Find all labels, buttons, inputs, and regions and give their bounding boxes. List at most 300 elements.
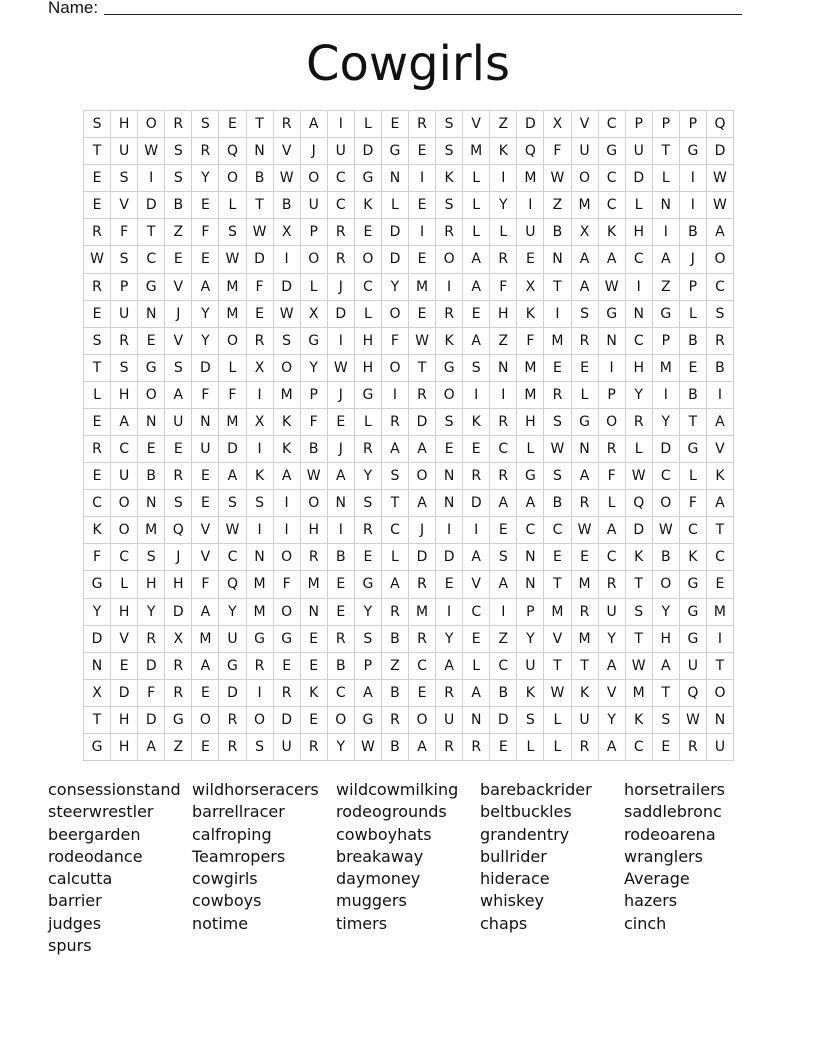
grid-cell: Q: [517, 138, 544, 165]
grid-cell: P: [301, 382, 328, 409]
grid-cell: N: [328, 490, 355, 517]
grid-cell: E: [192, 680, 219, 707]
grid-cell: R: [247, 328, 274, 355]
grid-cell: B: [680, 382, 707, 409]
grid-cell: Z: [490, 626, 517, 653]
word-list-item: barrier: [48, 891, 102, 911]
grid-cell: N: [599, 328, 626, 355]
grid-cell: R: [219, 707, 246, 734]
grid-cell: H: [490, 301, 517, 328]
grid-cell: Y: [219, 599, 246, 626]
grid-cell: W: [301, 463, 328, 490]
word-list-item: daymoney: [336, 869, 421, 889]
grid-cell: S: [219, 490, 246, 517]
grid-cell: M: [463, 138, 490, 165]
grid-cell: R: [463, 463, 490, 490]
grid-cell: H: [111, 111, 138, 138]
word-list-item: consessionstand: [48, 780, 181, 799]
grid-cell: T: [138, 219, 165, 246]
word-list-item: rodeoarena: [624, 824, 716, 844]
grid-cell: I: [409, 165, 436, 192]
grid-cell: U: [572, 138, 599, 165]
grid-cell: R: [436, 734, 463, 761]
grid-cell: F: [84, 544, 111, 571]
grid-cell: A: [599, 517, 626, 544]
grid-cell: W: [707, 192, 734, 219]
grid-cell: A: [382, 571, 409, 598]
grid-cell: T: [653, 680, 680, 707]
grid-cell: E: [165, 246, 192, 273]
grid-cell: E: [84, 409, 111, 436]
grid-cell: M: [572, 192, 599, 219]
grid-cell: I: [680, 165, 707, 192]
grid-cell: B: [653, 544, 680, 571]
grid-cell: A: [463, 274, 490, 301]
grid-cell: H: [653, 626, 680, 653]
grid-cell: J: [165, 544, 192, 571]
grid-cell: U: [599, 599, 626, 626]
grid-cell: A: [490, 490, 517, 517]
grid-cell: D: [409, 544, 436, 571]
grid-cell: B: [382, 626, 409, 653]
grid-cell: B: [274, 192, 301, 219]
word-list-item: barebackrider: [480, 780, 592, 799]
grid-cell: L: [463, 192, 490, 219]
word-list-item: beergarden: [48, 824, 141, 844]
grid-cell: J: [165, 301, 192, 328]
grid-cell: T: [707, 653, 734, 680]
grid-cell: D: [219, 680, 246, 707]
word-column: [624, 779, 764, 935]
grid-cell: A: [409, 436, 436, 463]
word-list-item: calfroping: [192, 824, 272, 844]
grid-cell: O: [301, 246, 328, 273]
grid-cell: L: [463, 165, 490, 192]
word-list-item: hiderace: [480, 869, 550, 889]
grid-cell: K: [490, 138, 517, 165]
grid-cell: F: [544, 138, 571, 165]
grid-cell: D: [274, 707, 301, 734]
word-column: [48, 779, 188, 957]
grid-cell: E: [463, 626, 490, 653]
grid-cell: O: [219, 328, 246, 355]
grid-cell: G: [653, 301, 680, 328]
grid-cell: Z: [382, 653, 409, 680]
grid-cell: O: [138, 382, 165, 409]
grid-cell: G: [247, 626, 274, 653]
grid-cell: R: [328, 246, 355, 273]
grid-cell: R: [219, 734, 246, 761]
grid-cell: W: [138, 138, 165, 165]
grid-cell: G: [355, 165, 382, 192]
grid-cell: W: [355, 734, 382, 761]
grid-cell: R: [84, 436, 111, 463]
grid-cell: X: [517, 274, 544, 301]
grid-cell: W: [328, 355, 355, 382]
word-list-item: chaps: [480, 913, 528, 933]
grid-cell: S: [111, 165, 138, 192]
grid-cell: M: [707, 599, 734, 626]
grid-cell: R: [680, 734, 707, 761]
grid-cell: D: [490, 707, 517, 734]
grid-cell: K: [572, 680, 599, 707]
grid-cell: V: [274, 138, 301, 165]
grid-cell: Z: [490, 328, 517, 355]
grid-cell: S: [436, 409, 463, 436]
grid-cell: Y: [490, 192, 517, 219]
word-list-item: breakaway: [336, 846, 424, 866]
grid-cell: J: [680, 246, 707, 273]
grid-cell: P: [355, 653, 382, 680]
grid-cell: I: [463, 517, 490, 544]
grid-cell: U: [301, 192, 328, 219]
grid-cell: D: [653, 436, 680, 463]
grid-cell: L: [219, 355, 246, 382]
word-list-item: barrellracer: [192, 802, 285, 822]
grid-cell: M: [219, 301, 246, 328]
grid-cell: M: [544, 599, 571, 626]
grid-cell: E: [653, 734, 680, 761]
grid-cell: G: [84, 734, 111, 761]
grid-cell: A: [463, 328, 490, 355]
grid-cell: L: [301, 274, 328, 301]
grid-cell: N: [517, 571, 544, 598]
grid-cell: C: [490, 653, 517, 680]
grid-cell: G: [680, 599, 707, 626]
grid-cell: L: [463, 653, 490, 680]
word-list-item: cowboys: [192, 891, 262, 911]
grid-cell: O: [274, 355, 301, 382]
grid-cell: M: [572, 571, 599, 598]
grid-cell: O: [247, 707, 274, 734]
grid-cell: J: [328, 436, 355, 463]
grid-cell: L: [626, 436, 653, 463]
grid-cell: S: [436, 192, 463, 219]
grid-cell: I: [707, 626, 734, 653]
grid-cell: B: [328, 544, 355, 571]
grid-cell: O: [111, 490, 138, 517]
grid-cell: E: [192, 246, 219, 273]
grid-cell: I: [626, 274, 653, 301]
grid-cell: Y: [653, 599, 680, 626]
word-list-item: horsetrailers: [624, 780, 725, 799]
grid-cell: E: [84, 301, 111, 328]
grid-cell: I: [247, 436, 274, 463]
grid-cell: K: [436, 165, 463, 192]
grid-cell: I: [490, 165, 517, 192]
word-column: [336, 779, 476, 935]
grid-cell: N: [544, 246, 571, 273]
grid-cell: S: [707, 301, 734, 328]
grid-cell: G: [680, 138, 707, 165]
grid-cell: V: [599, 680, 626, 707]
grid-cell: E: [301, 707, 328, 734]
grid-cell: Q: [219, 571, 246, 598]
grid-cell: H: [111, 382, 138, 409]
grid-cell: A: [463, 680, 490, 707]
word-list-item: cinch: [624, 913, 667, 933]
grid-cell: B: [328, 653, 355, 680]
grid-cell: L: [490, 219, 517, 246]
grid-cell: L: [599, 490, 626, 517]
grid-cell: A: [490, 571, 517, 598]
grid-cell: N: [382, 165, 409, 192]
grid-cell: R: [572, 490, 599, 517]
grid-cell: Y: [355, 463, 382, 490]
grid-cell: F: [680, 490, 707, 517]
grid-cell: I: [653, 382, 680, 409]
grid-cell: T: [626, 571, 653, 598]
grid-cell: B: [138, 463, 165, 490]
grid-cell: B: [490, 680, 517, 707]
grid-cell: X: [247, 409, 274, 436]
grid-cell: I: [436, 599, 463, 626]
grid-cell: R: [463, 734, 490, 761]
grid-cell: S: [517, 707, 544, 734]
grid-cell: E: [544, 544, 571, 571]
grid-cell: I: [328, 517, 355, 544]
grid-cell: A: [436, 653, 463, 680]
word-list-item: bullrider: [480, 846, 547, 866]
grid-cell: S: [111, 355, 138, 382]
grid-cell: V: [192, 517, 219, 544]
grid-cell: J: [328, 274, 355, 301]
grid-cell: R: [382, 599, 409, 626]
grid-cell: S: [572, 301, 599, 328]
grid-cell: S: [653, 707, 680, 734]
grid-cell: L: [572, 382, 599, 409]
grid-cell: C: [653, 463, 680, 490]
grid-cell: U: [274, 734, 301, 761]
grid-cell: E: [355, 544, 382, 571]
grid-cell: S: [355, 626, 382, 653]
grid-cell: O: [111, 517, 138, 544]
grid-cell: F: [192, 571, 219, 598]
word-list-item: hazers: [624, 891, 678, 911]
grid-cell: R: [274, 680, 301, 707]
grid-cell: B: [544, 490, 571, 517]
grid-cell: B: [680, 219, 707, 246]
grid-cell: C: [490, 436, 517, 463]
grid-cell: A: [409, 734, 436, 761]
grid-cell: A: [274, 463, 301, 490]
word-list-item: cowboyhats: [336, 824, 432, 844]
grid-cell: B: [680, 328, 707, 355]
grid-cell: F: [382, 328, 409, 355]
grid-cell: L: [111, 571, 138, 598]
grid-cell: W: [626, 653, 653, 680]
word-list-item: wildcowmilking: [336, 780, 459, 799]
grid-cell: D: [382, 219, 409, 246]
grid-cell: L: [544, 734, 571, 761]
grid-cell: C: [355, 274, 382, 301]
grid-cell: S: [247, 734, 274, 761]
grid-cell: R: [165, 111, 192, 138]
grid-cell: U: [707, 734, 734, 761]
grid-cell: L: [517, 436, 544, 463]
grid-cell: F: [599, 463, 626, 490]
grid-cell: I: [328, 328, 355, 355]
grid-cell: S: [165, 165, 192, 192]
grid-cell: K: [626, 544, 653, 571]
grid-cell: A: [707, 490, 734, 517]
grid-cell: H: [111, 599, 138, 626]
grid-cell: R: [247, 653, 274, 680]
grid-cell: O: [274, 599, 301, 626]
grid-cell: O: [382, 301, 409, 328]
grid-cell: Y: [138, 599, 165, 626]
grid-cell: R: [165, 680, 192, 707]
grid-cell: W: [599, 274, 626, 301]
grid-cell: Q: [707, 111, 734, 138]
grid-cell: F: [274, 571, 301, 598]
grid-cell: R: [355, 436, 382, 463]
grid-cell: E: [572, 544, 599, 571]
grid-cell: H: [355, 328, 382, 355]
grid-cell: K: [355, 192, 382, 219]
grid-cell: A: [165, 382, 192, 409]
grid-cell: Y: [382, 274, 409, 301]
grid-cell: E: [219, 111, 246, 138]
grid-cell: N: [436, 490, 463, 517]
grid-cell: T: [247, 192, 274, 219]
grid-cell: K: [599, 219, 626, 246]
name-field: [48, 0, 748, 18]
grid-cell: D: [138, 707, 165, 734]
grid-cell: C: [599, 192, 626, 219]
grid-cell: R: [274, 111, 301, 138]
grid-cell: O: [653, 571, 680, 598]
grid-cell: A: [192, 274, 219, 301]
grid-cell: E: [409, 246, 436, 273]
grid-cell: O: [436, 382, 463, 409]
grid-cell: L: [355, 301, 382, 328]
grid-cell: A: [599, 734, 626, 761]
grid-cell: I: [328, 111, 355, 138]
grid-cell: D: [707, 138, 734, 165]
grid-cell: K: [680, 544, 707, 571]
grid-cell: A: [382, 436, 409, 463]
grid-cell: E: [328, 409, 355, 436]
grid-cell: N: [247, 138, 274, 165]
grid-cell: Y: [599, 707, 626, 734]
grid-cell: I: [436, 517, 463, 544]
grid-cell: W: [409, 328, 436, 355]
grid-cell: W: [572, 517, 599, 544]
grid-cell: Y: [301, 355, 328, 382]
grid-cell: L: [680, 301, 707, 328]
word-list-item: judges: [48, 913, 102, 933]
grid-cell: M: [409, 274, 436, 301]
grid-cell: G: [301, 328, 328, 355]
grid-cell: D: [138, 653, 165, 680]
grid-cell: E: [192, 490, 219, 517]
grid-cell: I: [436, 274, 463, 301]
grid-cell: M: [517, 382, 544, 409]
grid-cell: M: [219, 409, 246, 436]
grid-cell: N: [84, 653, 111, 680]
grid-cell: A: [192, 653, 219, 680]
grid-cell: M: [572, 626, 599, 653]
grid-cell: H: [301, 517, 328, 544]
grid-cell: G: [274, 626, 301, 653]
grid-cell: U: [680, 653, 707, 680]
grid-cell: R: [490, 409, 517, 436]
grid-cell: U: [626, 138, 653, 165]
page-title: Cowgirls: [305, 36, 511, 92]
grid-cell: V: [707, 436, 734, 463]
word-list-item: whiskey: [480, 891, 545, 911]
grid-cell: X: [572, 219, 599, 246]
word-list-item: grandentry: [480, 824, 570, 844]
grid-cell: L: [653, 165, 680, 192]
grid-cell: M: [653, 355, 680, 382]
grid-cell: L: [355, 111, 382, 138]
grid-cell: R: [382, 409, 409, 436]
grid-cell: G: [355, 707, 382, 734]
grid-cell: L: [680, 463, 707, 490]
grid-cell: D: [247, 246, 274, 273]
grid-cell: E: [409, 301, 436, 328]
grid-cell: I: [653, 219, 680, 246]
grid-cell: M: [544, 328, 571, 355]
grid-cell: P: [680, 111, 707, 138]
grid-cell: H: [626, 355, 653, 382]
grid-cell: E: [84, 165, 111, 192]
grid-cell: S: [544, 409, 571, 436]
grid-cell: Y: [192, 165, 219, 192]
grid-cell: W: [544, 680, 571, 707]
grid-cell: G: [84, 571, 111, 598]
grid-cell: R: [409, 571, 436, 598]
grid-cell: O: [707, 246, 734, 273]
grid-cell: O: [436, 246, 463, 273]
grid-cell: F: [517, 328, 544, 355]
grid-cell: F: [192, 382, 219, 409]
grid-cell: T: [544, 571, 571, 598]
grid-cell: K: [84, 517, 111, 544]
grid-cell: R: [165, 653, 192, 680]
grid-cell: A: [653, 246, 680, 273]
word-list-item: Teamropers: [192, 846, 286, 866]
grid-cell: G: [680, 626, 707, 653]
grid-cell: N: [138, 409, 165, 436]
grid-cell: E: [463, 436, 490, 463]
grid-cell: I: [599, 355, 626, 382]
grid-cell: P: [653, 328, 680, 355]
grid-cell: T: [84, 707, 111, 734]
grid-cell: L: [382, 192, 409, 219]
grid-cell: D: [409, 409, 436, 436]
grid-cell: O: [653, 490, 680, 517]
grid-cell: A: [138, 734, 165, 761]
grid-cell: E: [544, 355, 571, 382]
grid-cell: G: [680, 571, 707, 598]
grid-cell: O: [355, 246, 382, 273]
grid-cell: S: [84, 111, 111, 138]
grid-cell: H: [138, 571, 165, 598]
grid-cell: N: [192, 409, 219, 436]
word-list-item: wranglers: [624, 846, 703, 866]
grid-cell: X: [544, 111, 571, 138]
grid-cell: C: [328, 680, 355, 707]
grid-cell: M: [517, 355, 544, 382]
grid-cell: R: [328, 219, 355, 246]
grid-cell: C: [219, 544, 246, 571]
grid-cell: D: [626, 165, 653, 192]
grid-cell: X: [274, 219, 301, 246]
grid-cell: L: [84, 382, 111, 409]
